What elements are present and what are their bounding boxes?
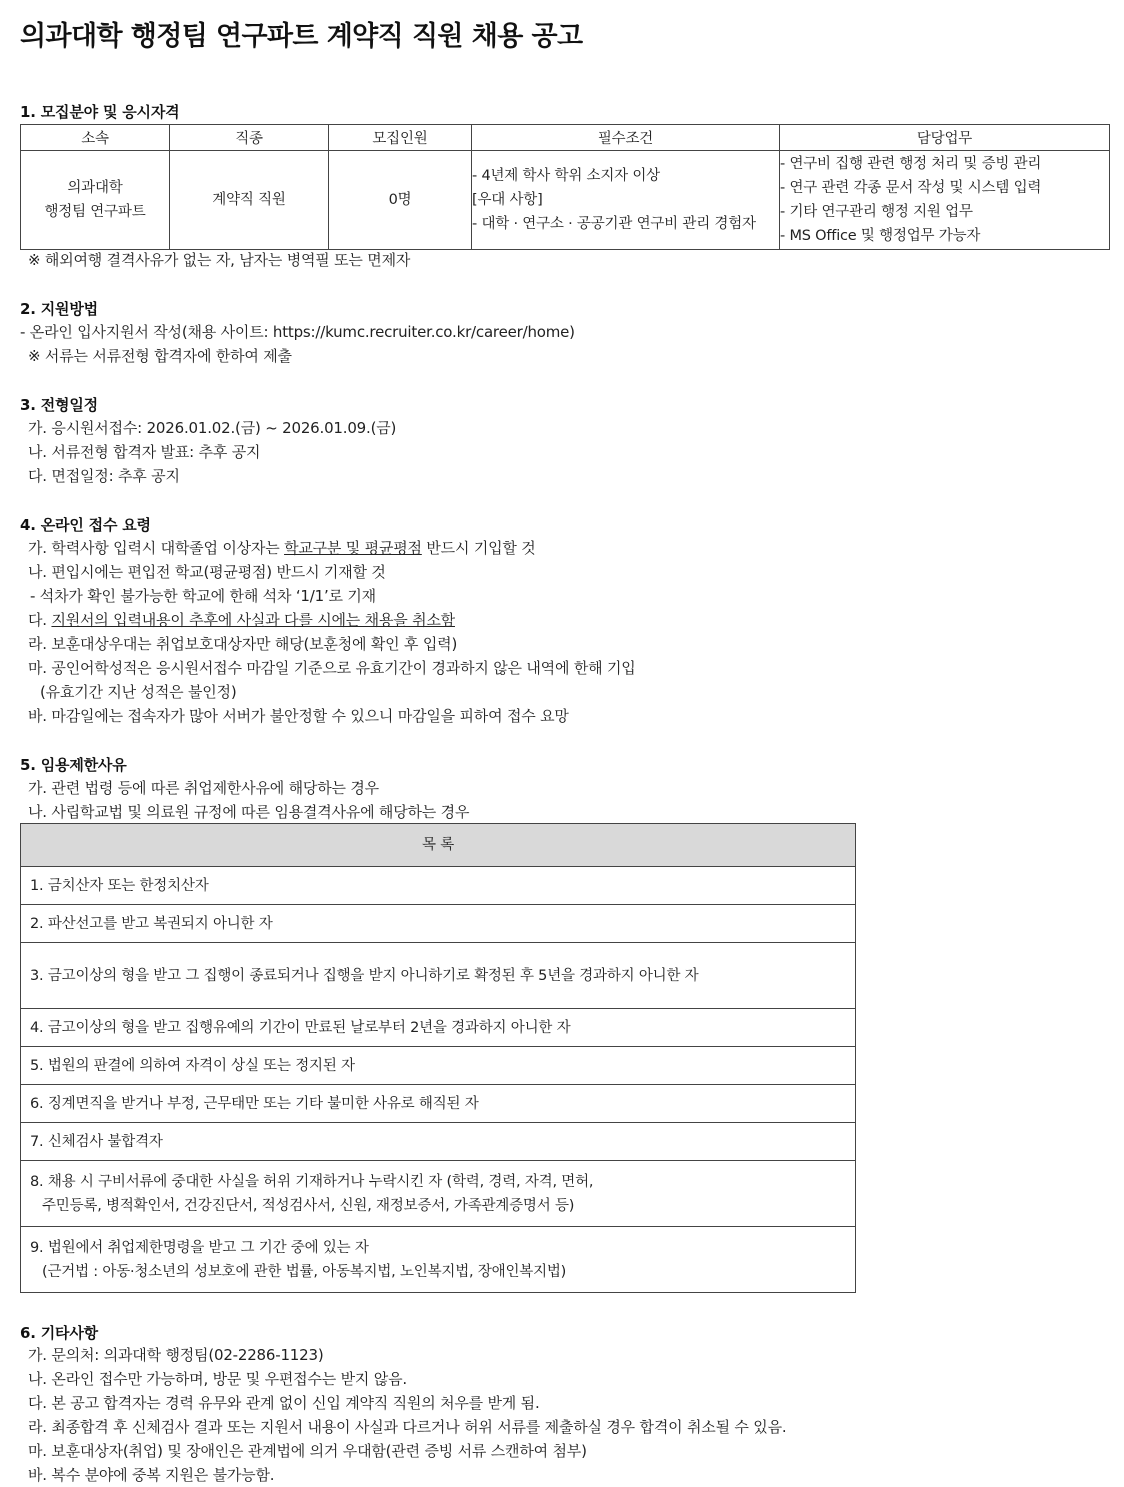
recruit-table-header: [21, 125, 1110, 151]
schedule-line: 나. 서류전형 합격자 발표: 추후 공지: [28, 443, 261, 461]
restriction-line: 가. 관련 법령 등에 따른 취업제한사유에 해당하는 경우: [28, 779, 379, 797]
etc-line: 가. 문의처: 의과대학 행정팀(02-2286-1123): [28, 1346, 324, 1364]
requirement-line: - 4년제 학사 학위 소지자 이상: [472, 168, 660, 184]
table-row: [21, 1227, 856, 1293]
section-6-title: 6. 기타사항: [20, 1324, 98, 1342]
header-duties: 담당업무: [780, 125, 1110, 151]
table-row: 5. 법원의 판결에 의하여 자격이 상실 또는 정지된 자: [21, 1047, 856, 1085]
cell-duties: [780, 151, 1110, 250]
section-2-title: 2. 지원방법: [20, 300, 98, 318]
page-title: 의과대학 행정팀 연구파트 계약직 직원 채용 공고: [20, 21, 583, 52]
table-row: [21, 1161, 856, 1227]
table-row: 2. 파산선고를 받고 복권되지 아니한 자: [21, 905, 856, 943]
online-guide-b2: - 석차가 확인 불가능한 학교에 한해 석차 ‘1/1’로 기재: [30, 587, 376, 605]
section-3-title: 3. 전형일정: [20, 396, 98, 414]
row-line: 8. 채용 시 구비서류에 중대한 사실을 허위 기재하거나 누락시킨 자 (학력, 경력, 자격, 면허,: [30, 1173, 594, 1190]
text: 반드시 기입할 것: [421, 539, 536, 557]
etc-line: 다. 본 공고 합격자는 경력 유무와 관계 없이 신입 계약직 직원의 처우를 받게 됨.: [28, 1394, 540, 1412]
online-guide-b: 나. 편입시에는 편입전 학교(평균평점) 반드시 기재할 것: [28, 563, 386, 581]
restriction-line: 나. 사립학교법 및 의료원 규정에 따른 임용결격사유에 해당하는 경우: [28, 803, 470, 821]
online-guide-e2: (유효기간 지난 성적은 불인정): [40, 683, 237, 701]
table-row: 3. 금고이상의 형을 받고 그 집행이 종료되거나 집행을 받지 아니하기로 확정된 후 5년을 경과하지 아니한 자: [21, 943, 856, 1009]
text: 가. 학력사항 입력시 대학졸업 이상자는: [28, 539, 285, 557]
online-guide-e: 마. 공인어학성적은 응시원서접수 마감일 기준으로 유효기간이 경과하지 않은 내역에 한해 기입: [28, 659, 636, 677]
table-row: 7. 신체검사 불합격자: [21, 1123, 856, 1161]
affiliation-line: 행정팀 연구파트: [44, 204, 146, 220]
header-count: 모집인원: [329, 125, 472, 151]
table-row: 6. 징계면직을 받거나 부정, 근무태만 또는 기타 불미한 사유로 해직된 자: [21, 1085, 856, 1123]
section-1-title: 1. 모집분야 및 응시자격: [20, 103, 180, 121]
table-row: 1. 금치산자 또는 한정치산자: [21, 867, 856, 905]
requirement-line: [우대 사항]: [472, 192, 543, 208]
underlined-text: 학교구분 및 평균평점: [284, 539, 422, 557]
header-requirements: 필수조건: [472, 125, 780, 151]
text: 다.: [28, 611, 52, 629]
duty-line: - MS Office 및 행정업무 가능자: [780, 228, 981, 244]
underlined-text: 지원서의 입력내용이 추후에 사실과 다를 시에는 채용을 취소함: [51, 611, 455, 629]
header-affiliation: 소속: [21, 125, 170, 151]
duty-line: - 기타 연구관리 행정 지원 업무: [780, 204, 973, 220]
schedule-line: 가. 응시원서접수: 2026.01.02.(금) ~ 2026.01.09.(금): [28, 419, 397, 437]
online-guide-d: 라. 보훈대상우대는 취업보호대상자만 해당(보훈청에 확인 후 입력): [28, 635, 458, 653]
apply-method-line: - 온라인 입사지원서 작성(채용 사이트: https://kumc.recruiter.co.kr/career/home): [20, 323, 575, 341]
recruit-table-row: [21, 151, 1110, 250]
cell-affiliation: [21, 151, 170, 250]
online-guide-f: 바. 마감일에는 접속자가 많아 서버가 불안정할 수 있으니 마감일을 피하여 접수 요망: [28, 707, 569, 725]
row-line: 9. 법원에서 취업제한명령을 받고 그 기간 중에 있는 자: [30, 1239, 369, 1256]
schedule-line: 다. 면접일정: 추후 공지: [28, 467, 180, 485]
etc-line: 라. 최종합격 후 신체검사 결과 또는 지원서 내용이 사실과 다르거나 허위 서류를 제출하실 경우 합격이 취소될 수 있음.: [28, 1418, 787, 1436]
etc-line: 바. 복수 분야에 중복 지원은 불가능함.: [28, 1466, 275, 1484]
duty-line: - 연구 관련 각종 문서 작성 및 시스템 입력: [780, 180, 1042, 196]
apply-method-line: ※ 서류는 서류전형 합격자에 한하여 제출: [28, 347, 292, 365]
requirement-line: - 대학 · 연구소 · 공공기관 연구비 관리 경험자: [472, 216, 756, 232]
cell-job-type: 계약직 직원: [170, 151, 329, 250]
etc-line: 마. 보훈대상자(취업) 및 장애인은 관계법에 의거 우대함(관련 증빙 서류 스캔하여 첨부): [28, 1442, 587, 1460]
section-5-title: 5. 임용제한사유: [20, 756, 127, 774]
etc-line: 나. 온라인 접수만 가능하며, 방문 및 우편접수는 받지 않음.: [28, 1370, 407, 1388]
duty-line: - 연구비 집행 관련 행정 처리 및 증빙 관리: [780, 156, 1042, 172]
recruit-table: [20, 124, 1110, 250]
online-guide-a: [28, 536, 536, 560]
table-row: 4. 금고이상의 형을 받고 집행유예의 기간이 만료된 날로부터 2년을 경과하지 아니한 자: [21, 1009, 856, 1047]
header-job-type: 직종: [170, 125, 329, 151]
cell-count: 0명: [329, 151, 472, 250]
affiliation-line: 의과대학: [67, 180, 123, 196]
restriction-table-header: 목 록: [21, 824, 856, 867]
row-line: 주민등록, 병적확인서, 건강진단서, 적성검사서, 신원, 재정보증서, 가족관계증명서 등): [42, 1197, 575, 1214]
row-line: (근거법 : 아동·청소년의 성보호에 관한 법률, 아동복지법, 노인복지법, 장애인복지법): [42, 1263, 567, 1280]
cell-requirements: [472, 151, 780, 250]
online-guide-c: [28, 608, 455, 632]
restriction-table: [20, 823, 856, 1293]
section-4-title: 4. 온라인 접수 요령: [20, 516, 151, 534]
section-1-note: ※ 해외여행 결격사유가 없는 자, 남자는 병역필 또는 면제자: [28, 251, 411, 269]
